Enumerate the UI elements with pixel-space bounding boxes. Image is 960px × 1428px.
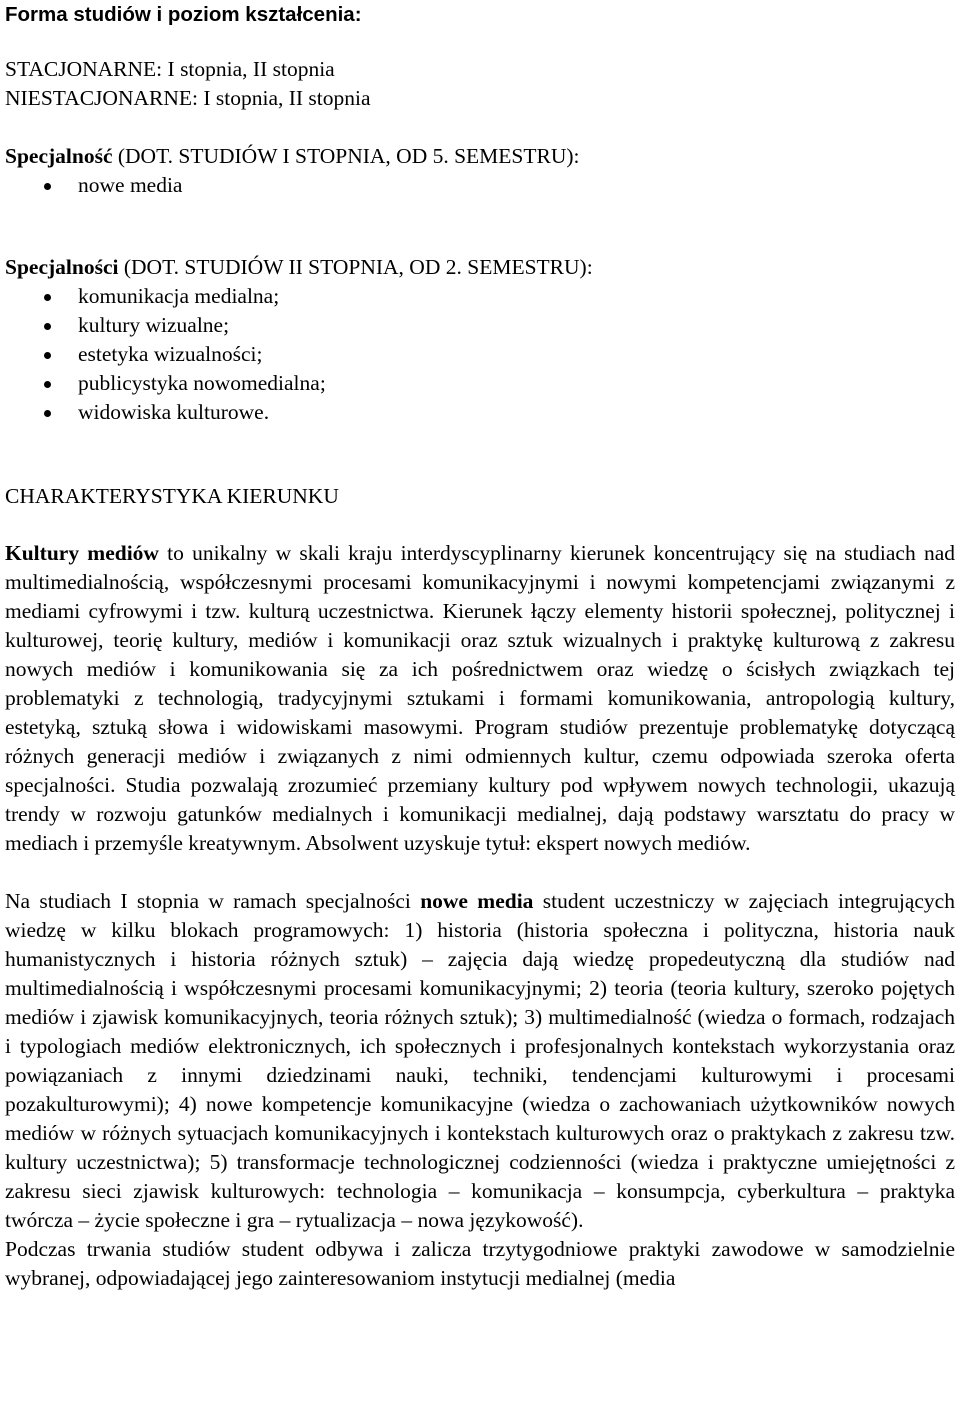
bullet-icon (44, 323, 51, 330)
bullet-icon (44, 294, 51, 301)
list-item (5, 340, 955, 369)
program-description-text: to unikalny w skali kraju interdyscyplinarny kierunek koncentrujący się na studiach nad multimedialnością, współczesnymi procesami komunikacyjnymi i nowymi kompetencjami związanymi z mediami cyfrowymi i tzw. kulturą uczestnictwa. Kierunek łączy elementy historii społecznej, politycznej i kulturowej, teorię kultury, mediów i komunikacji oraz sztuk wizualnych i praktykę kulturową z zakresu nowych mediów i komunikowania się za ich pośrednictwem oraz wiedzę o ścisłych związkach tej problematyki z technologią, tradycyjnymi sztukami i formami komunikowania, antropologią kultury, estetyką, sztuką słowa i widowiskami masowymi. Program studiów prezentuje problematykę dotyczącą różnych generacji mediów i związanych z nimi odmiennych kultur, czemu odpowiada szeroka oferta specjalności. Studia pozwalają zrozumieć przemiany kultury pod wpływem nowych technologii, ukazują trendy w rozwoju gatunków medialnych i komunikacji medialnej, dają podstawy warsztatu do pracy w mediach i przemyśle kreatywnym. Absolwent uzyskuje tytuł: ekspert nowych mediów. (5, 541, 955, 855)
first-degree-description-text: student uczestniczy w zajęciach integrujących wiedzę w kilku blokach programowych: 1) historia (historia społeczna i polityczna, historia nauk humanistycznych i historia różnych sztuk) – zajęcia dają wiedzę propedeutyczną dla studiów nad multimedialnością i współczesnymi procesami komunikacyjnymi; 2) teoria (teoria kultury, szeroko pojętych mediów i zjawisk komunikacyjnych, teoria różnych sztuk); 3) multimedialność (wiedza o formach, rodzajach i typologiach mediów elektronicznych, ich społecznych i profesjonalnych kontekstach wykorzystania oraz powiązaniach z innymi dziedzinami nauki, techniki, tendencjami kulturowymi i procesami pozakulturowymi); 4) nowe kompetencje komunikacyjne (wiedza o zachowaniach użytkowników nowych mediów w różnych sytuacjach komunikacyjnych i kontekstach kulturowych oraz o praktykach z zakresu tzw. kultury uczestnictwa); 5) transformacje technologicznej codzienności (wiedza i praktyczne umiejętności z zakresu sieci zjawisk kulturowych: technologia – komunikacja – konsumpcja, cyberkultura – praktyka twórcza – życie społeczne i gra – rytualizacja – nowa językowość). (5, 889, 955, 1232)
specialization-scope: (DOT. STUDIÓW I STOPNIA, OD 5. SEMESTRU): (112, 144, 580, 168)
list-item-label: komunikacja medialna; (78, 284, 280, 308)
specialization-second-degree-list (5, 282, 955, 427)
list-item (5, 369, 955, 398)
list-item-label: nowe media (78, 173, 183, 197)
list-item (5, 311, 955, 340)
specializations-scope: (DOT. STUDIÓW II STOPNIA, OD 2. SEMESTRU): (118, 255, 593, 279)
bullet-icon (44, 381, 51, 388)
section-title: CHARAKTERYSTYKA KIERUNKU (5, 484, 339, 508)
list-item (5, 282, 955, 311)
specialization-second-degree-title (5, 253, 955, 282)
specialization-first-degree-title (5, 142, 955, 171)
bullet-icon (44, 352, 51, 359)
bullet-icon (44, 183, 51, 190)
list-item-label: estetyka wizualności; (78, 342, 263, 366)
program-description (5, 539, 955, 858)
first-degree-description (5, 887, 955, 1235)
specialization-first-degree (5, 142, 955, 200)
document-page (5, 0, 955, 1293)
specialization-second-degree (5, 253, 955, 427)
list-item (5, 171, 955, 200)
specialization-name: nowe media (420, 889, 534, 913)
study-forms-heading: Forma studiów i poziom kształcenia: (5, 3, 362, 26)
list-item (5, 398, 955, 427)
bullet-icon (44, 410, 51, 417)
list-item-label: widowiska kulturowe. (78, 400, 270, 424)
specialization-first-degree-list (5, 171, 955, 200)
specializations-label: Specjalności (5, 255, 119, 279)
study-forms-list (5, 55, 955, 113)
list-item-label: publicystyka nowomedialna; (78, 371, 326, 395)
list-item-label: kultury wizualne; (78, 313, 230, 337)
internship-description: Podczas trwania studiów student odbywa i zalicza trzytygodniowe praktyki zawodowe w samodzielnie wybranej, odpowiadającej jego zainteresowaniom instytucji medialnej (media (5, 1237, 955, 1290)
specialization-label: Specjalność (5, 144, 113, 168)
program-name: Kultury mediów (5, 541, 159, 565)
study-form-nonstationary: NIESTACJONARNE: I stopnia, II stopnia (5, 86, 371, 110)
study-form-stationary: STACJONARNE: I stopnia, II stopnia (5, 57, 335, 81)
first-degree-intro: Na studiach I stopnia w ramach specjalności (5, 889, 421, 913)
